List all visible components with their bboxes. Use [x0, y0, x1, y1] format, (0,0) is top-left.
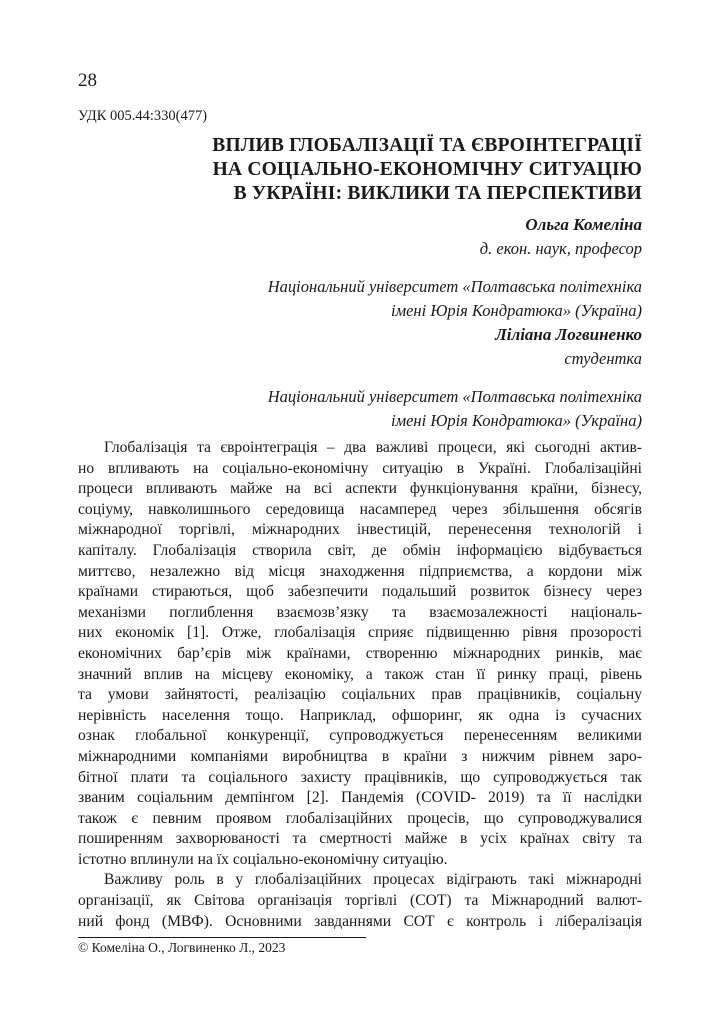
- text-line: ний фонд (МВФ). Основними завданнями СОТ є контроль і лібералізація: [78, 912, 642, 930]
- author-name: Ольга Комеліна: [525, 215, 642, 234]
- text-line: організації, як Світова організація торгівлі (СОТ) та Міжнародний валют-: [78, 892, 642, 910]
- text-line: країнами стираються, щоб забезпечити подальший розвиток бізнесу через: [78, 583, 642, 601]
- paragraph-2: [78, 870, 642, 932]
- text-line: Важливу роль в у глобалізаційних процесах відіграють такі міжнародні: [104, 871, 642, 889]
- page-number: 28: [78, 70, 97, 91]
- title-line: НА СОЦІАЛЬНО-ЕКОНОМІЧНУ СИТУАЦІЮ: [212, 159, 642, 180]
- text-line: міжнародними компаніями виробництва в країни з нижчим рівнем заро-: [78, 747, 642, 765]
- text-line: нерівність населення тощо. Наприклад, офшоринг, як одна із сучасних: [78, 706, 642, 724]
- author-institution-line: імені Юрія Кондратюка» (Україна): [390, 411, 642, 430]
- text-line: економічних бар’єрів між країнами, створенню міжнародних ринків, має: [78, 644, 642, 662]
- article-body: [78, 438, 642, 932]
- text-line: Глобалізація та євроінтеграція – два важливі процеси, які сьогодні актив-: [104, 439, 642, 456]
- paragraph-1: [78, 438, 642, 870]
- text-line: значний вплив на місцеву економіку, а також стан її ринку праці, рівень: [78, 665, 642, 683]
- text-line: капіталу. Глобалізація створила світ, де обмін інформацією відбувається: [78, 541, 642, 559]
- copyright-notice: © Комеліна О., Логвиненко Л., 2023: [78, 940, 286, 955]
- text-line: ознак глобальної конкуренції, супроводжується перенесенням великими: [78, 727, 642, 745]
- author-role: студентка: [564, 349, 642, 368]
- footnote-divider: [78, 937, 366, 938]
- text-line: механізми поглиблення взаємозв’язку та взаємозалежності національ-: [78, 603, 642, 621]
- text-line: міжнародної торгівлі, міжнародних інвестицій, перенесення технологій і: [78, 521, 642, 539]
- text-line: соціуму, навколишнього середовища насамперед через збільшення обсягів: [78, 500, 642, 518]
- text-line: но впливають на соціально-економічну ситуацію в Україні. Глобалізаційні: [78, 459, 642, 477]
- article-title: [62, 134, 642, 206]
- text-line: також є певним проявом глобалізаційних процесів, що супроводжувалися: [78, 809, 642, 827]
- text-line: поширенням захворюваності та смертності майже в усіх країнах світу та: [78, 830, 642, 848]
- text-line: миттєво, незалежно від місця знаходження підприємства, а кордони між: [78, 562, 642, 580]
- author-2-block: [82, 323, 642, 433]
- author-role: д. екон. наук, професор: [479, 239, 642, 258]
- text-line: званим соціальним демпінгом [2]. Пандемія (COVID- 2019) та її наслідки: [78, 789, 642, 807]
- text-line: них економік [1]. Отже, глобалізація сприяє підвищенню рівня прозорості: [78, 624, 642, 642]
- text-line: бітної плати та соціального захисту працівників, що супроводжується так: [78, 768, 642, 786]
- title-line: В УКРАЇНІ: ВИКЛИКИ ТА ПЕРСПЕКТИВИ: [233, 183, 642, 204]
- text-line: процеси впливають майже на всі аспекти функціонування країни, бізнесу,: [78, 480, 642, 498]
- text-line: істотно вплинули на їх соціально-економічну ситуацію.: [78, 850, 448, 868]
- author-1-block: [82, 213, 642, 323]
- author-institution-line: Національний університет «Полтавська політехніка: [267, 387, 642, 406]
- text-line: та умови зайнятості, реалізацію соціальних прав працівників, соціальну: [78, 686, 642, 704]
- author-name: Ліліана Логвиненко: [495, 325, 642, 344]
- udc-code: УДК 005.44:330(477): [78, 108, 208, 124]
- author-institution-line: Національний університет «Полтавська політехніка: [267, 277, 642, 296]
- author-institution-line: імені Юрія Кондратюка» (Україна): [390, 301, 642, 320]
- title-line: ВПЛИВ ГЛОБАЛІЗАЦІЇ ТА ЄВРОІНТЕГРАЦІЇ: [212, 135, 642, 156]
